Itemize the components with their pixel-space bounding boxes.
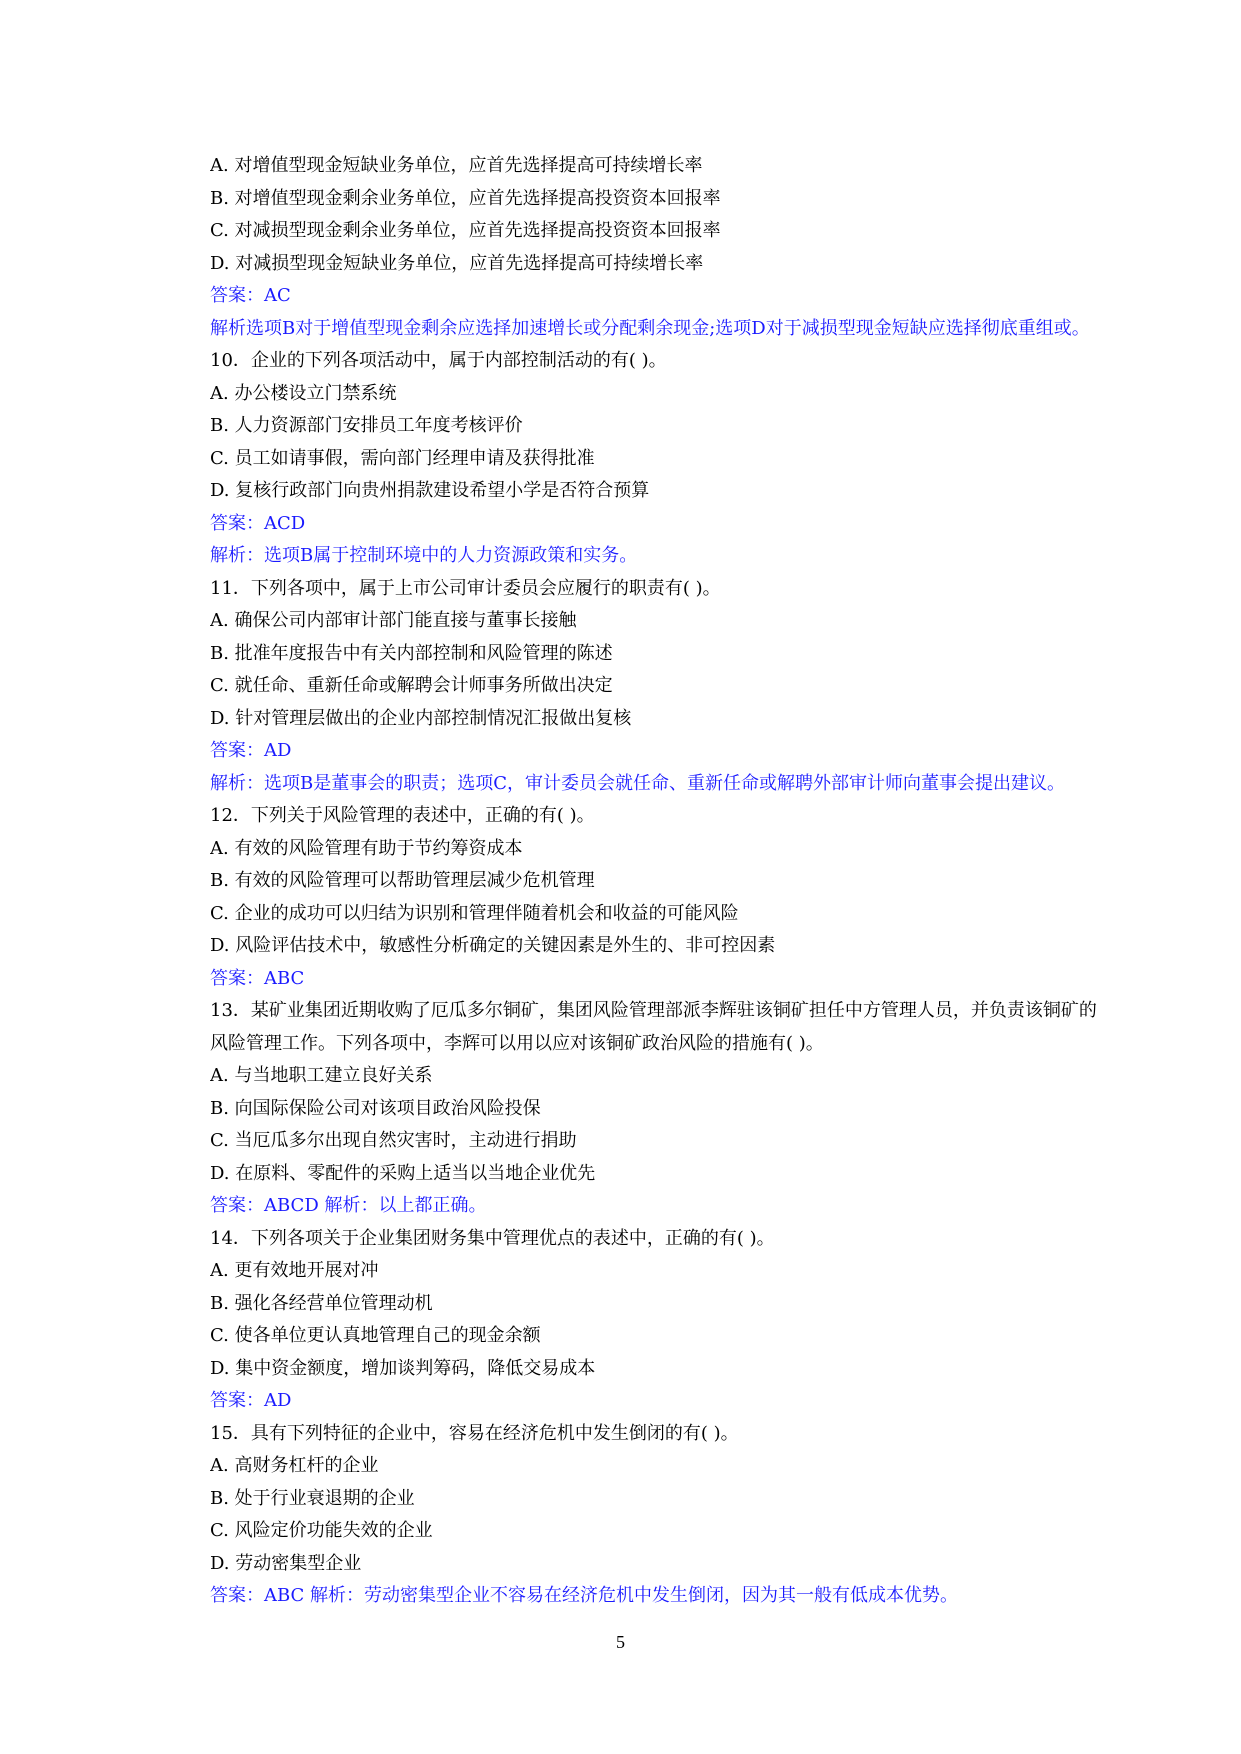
question-stem: 风险管理工作。下列各项中，李辉可以用以应对该铜矿政治风险的措施有( )。 (210, 1032, 824, 1054)
option-line: A. 确保公司内部审计部门能直接与董事长接触 (210, 610, 577, 631)
option-line: C. 使各单位更认真地管理自己的现金余额 (210, 1325, 541, 1346)
option-line: D. 劳动密集型企业 (210, 1552, 362, 1574)
option-line: B. 人力资源部门安排员工年度考核评价 (210, 415, 523, 436)
answer-line: 答案：AD (210, 740, 292, 761)
question-list (210, 150, 1140, 1613)
question-stem: 10．企业的下列各项活动中，属于内部控制活动的有( )。 (210, 350, 667, 371)
answer-line: 答案：AD (210, 1390, 292, 1411)
option-line: D. 针对管理层做出的企业内部控制情况汇报做出复核 (210, 707, 632, 729)
option-line: D. 风险评估技术中，敏感性分析确定的关键因素是外生的、非可控因素 (210, 935, 776, 956)
question-stem: 15．具有下列特征的企业中，容易在经济危机中发生倒闭的有( )。 (210, 1422, 739, 1444)
answer-line: 解析：选项B是董事会的职责；选项C，审计委员会就任命、重新任命或解聘外部审计师向董事会提出建议。 (210, 772, 1065, 794)
option-line: A. 更有效地开展对冲 (210, 1260, 379, 1281)
answer-line: 答案：ABCD 解析：以上都正确。 (210, 1195, 487, 1216)
option-line: C. 对减损型现金剩余业务单位，应首先选择提高投资资本回报率 (210, 220, 721, 241)
option-line: A. 有效的风险管理有助于节约筹资成本 (210, 837, 523, 859)
answer-line: 答案：AC (210, 285, 291, 306)
answer-line: 答案：ABC 解析：劳动密集型企业不容易在经济危机中发生倒闭，因为其一般有低成本优势。 (210, 1585, 959, 1606)
question-stem: 11．下列各项中，属于上市公司审计委员会应履行的职责有( )。 (210, 577, 721, 599)
question-stem: 13．某矿业集团近期收购了厄瓜多尔铜矿，集团风险管理部派李辉驻该铜矿担任中方管理人员，并负责该铜矿的 (210, 1000, 1097, 1021)
answer-line: 答案：ACD (210, 512, 306, 534)
option-line: C. 就任命、重新任命或解聘会计师事务所做出决定 (210, 675, 613, 696)
option-line: A. 对增值型现金短缺业务单位，应首先选择提高可持续增长率 (210, 155, 703, 176)
option-line: A. 与当地职工建立良好关系 (210, 1065, 433, 1086)
answer-line: 解析：选项B属于控制环境中的人力资源政策和实务。 (210, 545, 638, 566)
option-line: C. 当厄瓜多尔出现自然灾害时，主动进行捐助 (210, 1130, 577, 1151)
answer-line: 答案：ABC (210, 967, 305, 989)
option-line: D. 在原料、零配件的采购上适当以当地企业优先 (210, 1162, 596, 1184)
option-line: B. 有效的风险管理可以帮助管理层减少危机管理 (210, 870, 595, 891)
option-line: B. 对增值型现金剩余业务单位，应首先选择提高投资资本回报率 (210, 187, 721, 209)
option-line: A. 办公楼设立门禁系统 (210, 382, 397, 404)
option-line: B. 批准年度报告中有关内部控制和风险管理的陈述 (210, 642, 613, 664)
option-line: C. 风险定价功能失效的企业 (210, 1520, 433, 1541)
option-line: D. 对减损型现金短缺业务单位，应首先选择提高可持续增长率 (210, 252, 704, 274)
option-line: C. 员工如请事假，需向部门经理申请及获得批准 (210, 447, 595, 469)
option-line: D. 集中资金额度，增加谈判筹码，降低交易成本 (210, 1357, 596, 1379)
page-number: 5 (616, 1632, 625, 1652)
option-line: C. 企业的成功可以归结为识别和管理伴随着机会和收益的可能风险 (210, 902, 739, 924)
option-line: B. 强化各经营单位管理动机 (210, 1292, 433, 1314)
question-stem: 14．下列各项关于企业集团财务集中管理优点的表述中，正确的有( )。 (210, 1227, 775, 1249)
option-line: B. 向国际保险公司对该项目政治风险投保 (210, 1097, 541, 1119)
answer-line: 解析选项B对于增值型现金剩余应选择加速增长或分配剩余现金;选项D对于减损型现金短缺应选择彻底重组或。 (210, 317, 1090, 339)
option-line: B. 处于行业衰退期的企业 (210, 1487, 415, 1509)
option-line: D. 复核行政部门向贵州捐款建设希望小学是否符合预算 (210, 480, 650, 501)
question-stem: 12．下列关于风险管理的表述中，正确的有( )。 (210, 805, 595, 826)
option-line: A. 高财务杠杆的企业 (210, 1455, 379, 1476)
